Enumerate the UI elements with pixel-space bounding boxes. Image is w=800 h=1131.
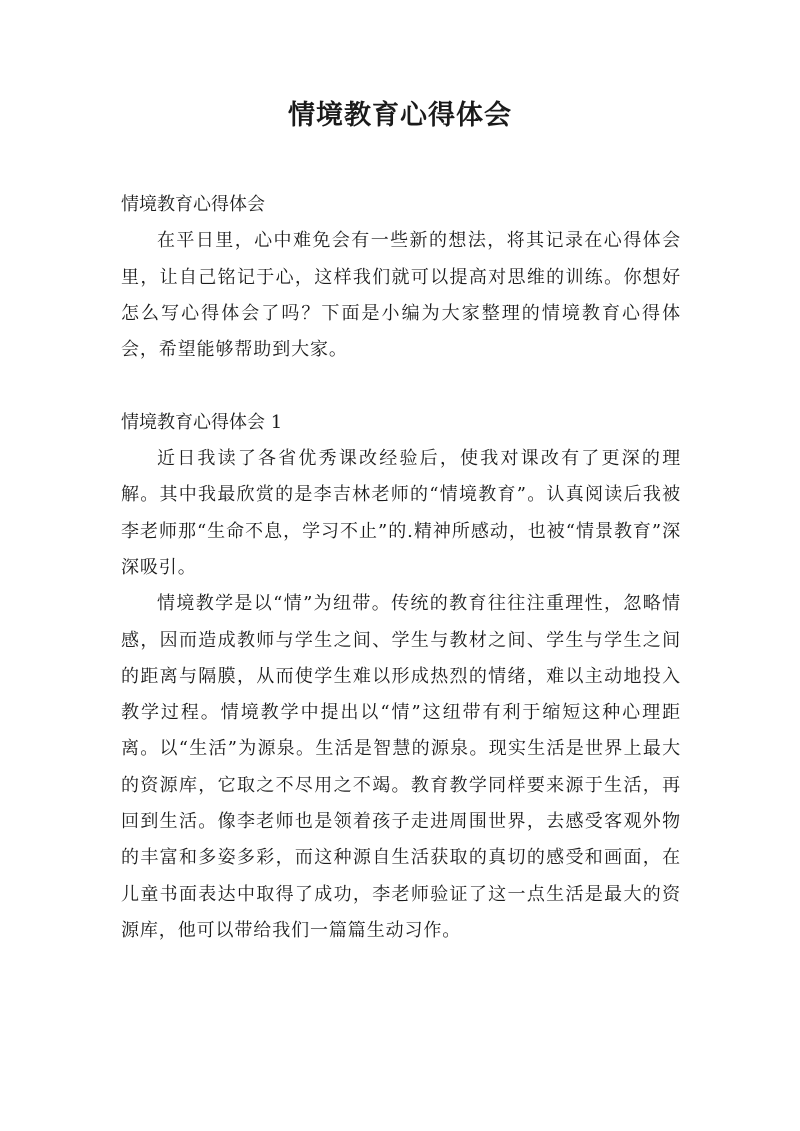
section-heading-1: 情境教育心得体会 1 [121, 411, 283, 433]
section-heading-intro: 情境教育心得体会 [121, 194, 265, 215]
intro-paragraph: 在平日里，心中难免会有一些新的想法，将其记录在心得体会里，让自己铭记于心，这样我们就可以提高对思维的训练。你想好怎么写心得体会了吗？下面是小编为大家整理的情境教育心得体会，希望能够帮助到大家。 [121, 230, 681, 361]
paragraph-spacer [121, 368, 681, 404]
section-1-paragraph-1: 近日我读了各省优秀课改经验后，使我对课改有了更深的理解。其中我最欣赏的是李吉林老师的“情境教育”。认真阅读后我被李老师那“生命不息，学习不止”的.精神所感动，也被“情景教育”深深吸引。 [121, 448, 681, 578]
document-title: 情境教育心得体会 [288, 100, 512, 131]
section-1-paragraph-2: 情境教学是以“情”为纽带。传统的教育往往注重理性，忽略情感，因而造成教师与学生之间、学生与教材之间、学生与学生之间的距离与隔膜，从而使学生难以形成热烈的情绪，难以主动地投入教学过程。情境教学中提出以“情”这纽带有利于缩短这种心理距离。以“生活”为源泉。生活是智慧的源泉。现实生活是世界上最大的资源库，它取之不尽用之不竭。教育教学同样要来源于生活，再回到生活。像李老师也是领着孩子走进周围世界，去感受客观外物的丰富和多姿多彩，而这种源自生活获取的真切的感受和画面，在儿童书面表达中取得了成功，李老师验证了这一点生活是最大的资源库，他可以带给我们一篇篇生动习作。 [121, 593, 681, 941]
document-body [121, 187, 681, 949]
